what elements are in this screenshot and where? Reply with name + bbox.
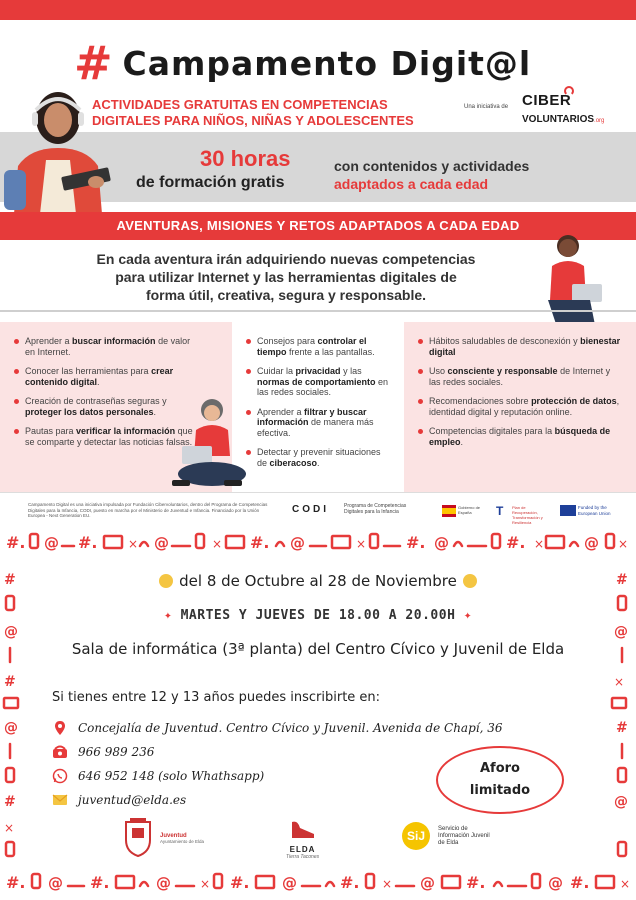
- codi-subtitle: Programa de Competencias Digitales para la Infancia: [344, 503, 407, 515]
- ciber-logo-org: .org: [594, 118, 605, 124]
- svg-text:#: #: [4, 794, 16, 810]
- topics-column-3: [404, 322, 636, 492]
- whatsapp-icon: [52, 768, 68, 784]
- topic-text: .: [460, 436, 464, 447]
- limited-capacity-badge: [436, 746, 564, 814]
- svg-text:@: @: [154, 534, 169, 552]
- topic-item: [246, 336, 390, 357]
- topic-text: .: [97, 376, 100, 387]
- topic-text: Aprender a: [25, 336, 73, 346]
- topic-item: [418, 396, 622, 417]
- topic-text: Uso: [429, 366, 448, 376]
- svg-text:×: ×: [382, 877, 393, 891]
- topic-bold: buscar información: [72, 336, 156, 346]
- divider: [0, 310, 636, 312]
- address-text: Concejalía de Juventud. Centro Cívico y Juvenil. Avenida de Chapí, 36: [78, 721, 503, 735]
- topic-bold: consciente y responsable: [447, 366, 558, 376]
- topic-text: Consejos para: [257, 336, 318, 346]
- svg-text:#: #: [616, 572, 628, 588]
- svg-text:×: ×: [4, 821, 15, 835]
- svg-text:@: @: [44, 534, 59, 552]
- svg-text:×: ×: [356, 537, 367, 551]
- juventud-subtitle: Ayuntamiento de Elda: [160, 838, 204, 844]
- svg-text:×: ×: [128, 537, 139, 551]
- intro-text: En cada aventura irán adquiriendo nuevas competencias para utilizar Internet y las herramientas digitales de forma útil, creativa, segura y responsable.: [96, 251, 476, 303]
- coat-of-arms-icon: [122, 818, 154, 858]
- recovery-plan-text: Plan de Recuperación, Transformación y Resiliencia: [512, 505, 543, 525]
- topic-text: , identidad digital y reputación online.: [429, 396, 620, 417]
- svg-text:#.: #.: [90, 873, 110, 892]
- sij-mark: SiJ: [402, 822, 430, 850]
- event-dates: [0, 572, 636, 590]
- svg-text:#.: #.: [78, 533, 98, 552]
- topic-text: Conocer las herramientas para: [25, 366, 152, 376]
- topic-text: Creación de contraseñas seguras y: [25, 396, 167, 406]
- shoe-icon: [288, 818, 318, 840]
- contact-phone: [52, 744, 154, 760]
- topic-text: Recomendaciones sobre: [429, 396, 532, 406]
- top-red-bar: [0, 0, 636, 20]
- svg-text:@: @: [420, 874, 435, 892]
- svg-text:#.: #.: [466, 873, 486, 892]
- topic-bold: filtrar y buscar información: [257, 406, 367, 427]
- aforo-line-2: limitado: [469, 783, 531, 798]
- topic-text: frente a las pantallas.: [286, 346, 375, 357]
- topic-text: de Internet y las redes sociales.: [429, 366, 611, 387]
- juventud-elda-logo: [122, 818, 204, 858]
- topic-bold: proteger los datos personales: [25, 406, 154, 417]
- topic-text: de manera más efectiva.: [257, 417, 374, 438]
- svg-text:@: @: [548, 874, 563, 892]
- topic-text: y las: [340, 366, 362, 376]
- divider: [0, 492, 636, 493]
- contact-email: [52, 792, 186, 808]
- aforo-line-1: Aforo: [480, 761, 520, 776]
- svg-text:×: ×: [534, 537, 545, 551]
- spain-gov-logo: [442, 505, 456, 517]
- svg-text:#.: #.: [406, 533, 426, 552]
- cibervoluntarios-logo: [522, 92, 612, 127]
- topic-bold: controlar el tiempo: [257, 336, 367, 357]
- elda-tagline: Tierra Tacones: [286, 854, 320, 860]
- topic-bold: normas de comportamiento: [257, 376, 376, 387]
- svg-text:#: #: [4, 572, 16, 588]
- adventures-title: AVENTURAS, MISIONES Y RETOS ADAPTADOS A CADA EDAD: [116, 218, 520, 233]
- svg-text:@: @: [156, 874, 171, 892]
- star-icon: ✦: [163, 608, 173, 623]
- svg-text:#.: #.: [6, 873, 26, 892]
- svg-text:@: @: [48, 874, 63, 892]
- topic-text: Detectar y prevenir situaciones de: [257, 447, 381, 468]
- hash-symbol: #: [74, 36, 113, 90]
- event-days: [0, 608, 636, 623]
- svg-text:@: @: [290, 534, 305, 552]
- dates-text: del 8 de Octubre al 28 de Noviembre: [179, 572, 457, 590]
- email-icon: [52, 792, 68, 808]
- topic-bold: protección de datos: [531, 396, 617, 406]
- topic-bold: búsqueda de empleo: [429, 426, 611, 447]
- contact-whatsapp: [52, 768, 264, 784]
- svg-text:@: @: [4, 624, 18, 640]
- topic-text: .: [153, 406, 157, 417]
- star-icon: ✦: [463, 608, 473, 623]
- age-requirement: Si tienes entre 12 y 13 años puedes inscribirte en:: [52, 690, 381, 705]
- subtitle: ACTIVIDADES GRATUITAS EN COMPETENCIAS DIGITALES PARA NIÑOS, NIÑAS Y ADOLESCENTES: [92, 97, 414, 128]
- topic-item: [14, 366, 202, 387]
- topic-text: de valor en Internet.: [25, 336, 191, 357]
- disclaimer-text: Campamento Digital es una iniciativa impulsada por Fundación Cibervoluntarios, dentro del Programa de Competencias Digitales para la Infancia, CODI, puesto en marcha por el Ministerio de Juventud e Infancia. Financiado por la Unión Europea - Next Generation EU.: [28, 502, 268, 518]
- svg-text:#: #: [4, 674, 16, 690]
- codi-logo: CODI: [292, 504, 329, 515]
- sij-logo: [402, 822, 498, 850]
- ciber-logo-bottom: VOLUNTARIOS: [522, 114, 595, 125]
- svg-text:#: #: [616, 720, 628, 736]
- content-line-1: con contenidos y actividades: [334, 158, 530, 174]
- topic-text: Hábitos saludables de desconexión y: [429, 336, 581, 346]
- title-row: [74, 36, 532, 90]
- topic-bold: privacidad: [295, 366, 341, 376]
- svg-text:×: ×: [200, 877, 211, 891]
- svg-text:@: @: [584, 534, 599, 552]
- whatsapp-text[interactable]: 646 952 148 (solo Whathsapp): [78, 769, 265, 783]
- svg-text:@: @: [614, 624, 628, 640]
- svg-text:#.: #.: [340, 873, 360, 892]
- topic-item: [418, 366, 622, 387]
- svg-text:#.: #.: [250, 533, 270, 552]
- svg-text:@: @: [614, 794, 628, 810]
- sij-text: Servicio de Información Juvenil de Elda: [438, 825, 490, 846]
- elda-word: ELDA: [289, 845, 316, 854]
- elda-logo: [286, 818, 319, 860]
- content-line-2: adaptados a cada edad: [334, 176, 489, 192]
- email-text[interactable]: juventud@elda.es: [78, 793, 187, 807]
- topic-item: [418, 336, 622, 357]
- topics-column-2: [232, 322, 404, 492]
- recovery-plan-logo: T: [496, 504, 504, 518]
- eu-flag-logo: [560, 505, 576, 516]
- wifi-icon: [564, 86, 574, 96]
- svg-text:@: @: [282, 874, 297, 892]
- event-room: Sala de informática (3ª planta) del Centro Cívico y Juvenil de Elda: [71, 640, 565, 658]
- topic-bold: verificar la información: [76, 426, 176, 436]
- eu-text: Funded by the European Union: [578, 505, 611, 516]
- phone-icon: [52, 744, 68, 760]
- svg-text:@: @: [4, 720, 18, 736]
- topic-item: [418, 426, 622, 447]
- svg-text:×: ×: [614, 675, 625, 689]
- banana-icon: [463, 574, 477, 588]
- topic-bold: ciberacoso: [269, 457, 318, 468]
- topic-text: en las redes sociales.: [257, 376, 389, 397]
- svg-text:#.: #.: [570, 873, 590, 892]
- location-pin-icon: [52, 720, 68, 736]
- topic-text: Pautas para: [25, 426, 77, 436]
- svg-text:#.: #.: [6, 533, 26, 552]
- svg-text:#.: #.: [230, 873, 250, 892]
- banana-icon: [159, 574, 173, 588]
- topic-item: [246, 447, 390, 468]
- svg-text:×: ×: [212, 537, 223, 551]
- training-text: de formación gratis: [136, 174, 285, 191]
- girl-with-tablet-photo: [0, 86, 125, 214]
- topic-item: [14, 336, 202, 357]
- gov-text: Gobierno de España: [458, 505, 481, 515]
- phone-text[interactable]: 966 989 236: [78, 745, 155, 759]
- svg-text:×: ×: [618, 537, 629, 551]
- topic-bold: crear contenido digital: [25, 366, 174, 387]
- days-text: MARTES Y JUEVES DE 18.00 A 20.00H: [180, 608, 456, 623]
- svg-text:×: ×: [620, 877, 631, 891]
- hours-text: 30 horas: [200, 146, 291, 171]
- topic-text: Cuidar la: [257, 366, 296, 376]
- ciber-logo-top: CIBER: [522, 92, 572, 109]
- topic-text: Competencias digitales para la: [429, 426, 555, 436]
- page-title: Campamento Digit@l: [122, 43, 532, 83]
- topic-text: .: [317, 457, 320, 468]
- topic-text: Aprender a: [257, 406, 305, 417]
- topic-item: [246, 366, 390, 398]
- contact-address: [52, 720, 503, 736]
- topic-text: que se comparte y detectar las noticias falsas.: [25, 426, 193, 447]
- topic-bold: bienestar digital: [429, 336, 621, 357]
- juventud-title: Juventud: [160, 832, 187, 839]
- initiative-label: Una iniciativa de: [464, 104, 509, 110]
- topic-item: [246, 407, 390, 439]
- svg-text:@: @: [434, 534, 449, 552]
- girl-with-laptop-illustration: [168, 396, 246, 488]
- svg-text:#.: #.: [506, 533, 526, 552]
